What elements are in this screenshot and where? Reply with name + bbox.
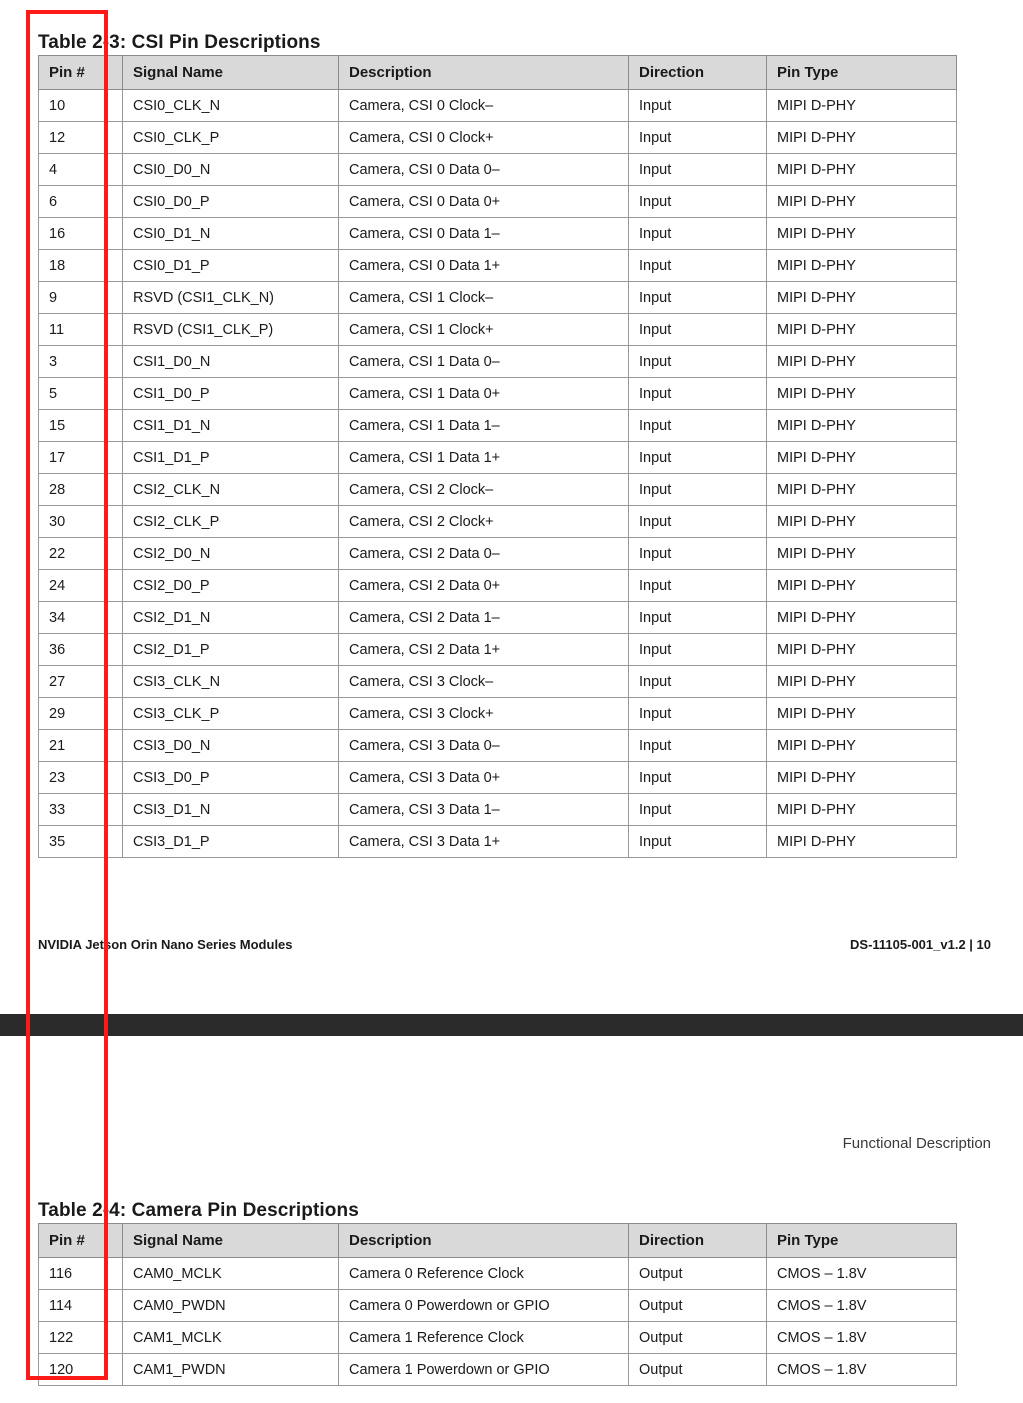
column-header-direction: Direction xyxy=(629,1224,767,1258)
cell-pin-number: 114 xyxy=(39,1290,123,1322)
cell-pin-type: MIPI D-PHY xyxy=(767,154,957,186)
cell-description: Camera 0 Reference Clock xyxy=(339,1258,629,1290)
cell-pin-type: MIPI D-PHY xyxy=(767,730,957,762)
column-header-pin: Pin # xyxy=(39,56,123,90)
table-row xyxy=(39,826,957,858)
cell-direction: Input xyxy=(629,122,767,154)
cell-direction: Input xyxy=(629,282,767,314)
table-row xyxy=(39,442,957,474)
cell-description: Camera, CSI 2 Data 1+ xyxy=(339,634,629,666)
cell-pin-number: 11 xyxy=(39,314,123,346)
cell-direction: Input xyxy=(629,762,767,794)
csi-pin-descriptions-table xyxy=(38,55,957,858)
cell-direction: Input xyxy=(629,506,767,538)
cell-signal-name: RSVD (CSI1_CLK_P) xyxy=(123,314,339,346)
cell-direction: Input xyxy=(629,794,767,826)
cell-description: Camera, CSI 0 Clock+ xyxy=(339,122,629,154)
cell-pin-type: MIPI D-PHY xyxy=(767,570,957,602)
cell-signal-name: RSVD (CSI1_CLK_N) xyxy=(123,282,339,314)
table-row xyxy=(39,1258,957,1290)
cell-pin-type: CMOS – 1.8V xyxy=(767,1290,957,1322)
cell-signal-name: CSI3_D0_N xyxy=(123,730,339,762)
cell-signal-name: CSI2_D0_P xyxy=(123,570,339,602)
cell-pin-number: 15 xyxy=(39,410,123,442)
cell-direction: Input xyxy=(629,826,767,858)
table-row xyxy=(39,794,957,826)
table-row xyxy=(39,186,957,218)
cell-direction: Input xyxy=(629,442,767,474)
cell-description: Camera, CSI 0 Data 0– xyxy=(339,154,629,186)
table-row xyxy=(39,410,957,442)
cell-direction: Input xyxy=(629,666,767,698)
column-header-signal-name: Signal Name xyxy=(123,56,339,90)
table-row xyxy=(39,378,957,410)
cell-direction: Input xyxy=(629,378,767,410)
cell-pin-number: 12 xyxy=(39,122,123,154)
cell-pin-type: MIPI D-PHY xyxy=(767,794,957,826)
table-row xyxy=(39,154,957,186)
cell-pin-number: 34 xyxy=(39,602,123,634)
cell-pin-number: 122 xyxy=(39,1322,123,1354)
cell-description: Camera, CSI 0 Clock– xyxy=(339,90,629,122)
cell-pin-number: 21 xyxy=(39,730,123,762)
cell-signal-name: CSI2_D1_N xyxy=(123,602,339,634)
table-2-4-body xyxy=(39,1258,957,1386)
table-row xyxy=(39,538,957,570)
cell-pin-type: MIPI D-PHY xyxy=(767,666,957,698)
cell-description: Camera, CSI 1 Clock– xyxy=(339,282,629,314)
page-break-separator xyxy=(0,1014,1023,1036)
cell-pin-type: MIPI D-PHY xyxy=(767,506,957,538)
cell-pin-type: MIPI D-PHY xyxy=(767,698,957,730)
cell-description: Camera 0 Powerdown or GPIO xyxy=(339,1290,629,1322)
table-header-row xyxy=(39,56,957,90)
cell-signal-name: CSI3_D1_P xyxy=(123,826,339,858)
cell-signal-name: CAM0_MCLK xyxy=(123,1258,339,1290)
cell-pin-type: MIPI D-PHY xyxy=(767,218,957,250)
cell-pin-number: 5 xyxy=(39,378,123,410)
cell-description: Camera, CSI 0 Data 0+ xyxy=(339,186,629,218)
cell-description: Camera 1 Reference Clock xyxy=(339,1322,629,1354)
cell-pin-type: MIPI D-PHY xyxy=(767,762,957,794)
cell-signal-name: CSI1_D0_P xyxy=(123,378,339,410)
cell-pin-number: 10 xyxy=(39,90,123,122)
cell-pin-type: MIPI D-PHY xyxy=(767,250,957,282)
cell-signal-name: CSI1_D0_N xyxy=(123,346,339,378)
cell-pin-number: 23 xyxy=(39,762,123,794)
cell-description: Camera, CSI 1 Data 1+ xyxy=(339,442,629,474)
table-row xyxy=(39,730,957,762)
cell-direction: Input xyxy=(629,218,767,250)
cell-pin-number: 29 xyxy=(39,698,123,730)
table-row xyxy=(39,314,957,346)
cell-description: Camera, CSI 1 Clock+ xyxy=(339,314,629,346)
column-header-signal-name: Signal Name xyxy=(123,1224,339,1258)
cell-description: Camera, CSI 3 Data 1+ xyxy=(339,826,629,858)
cell-description: Camera, CSI 1 Data 0– xyxy=(339,346,629,378)
page-footer-left: NVIDIA Jetson Orin Nano Series Modules xyxy=(38,937,293,952)
table-row xyxy=(39,218,957,250)
cell-pin-type: MIPI D-PHY xyxy=(767,314,957,346)
table-row xyxy=(39,346,957,378)
cell-description: Camera 1 Powerdown or GPIO xyxy=(339,1354,629,1386)
cell-signal-name: CSI3_CLK_N xyxy=(123,666,339,698)
cell-description: Camera, CSI 2 Data 0– xyxy=(339,538,629,570)
table-row xyxy=(39,250,957,282)
cell-direction: Input xyxy=(629,570,767,602)
cell-direction: Input xyxy=(629,186,767,218)
table-row xyxy=(39,666,957,698)
cell-signal-name: CSI0_CLK_N xyxy=(123,90,339,122)
cell-pin-number: 120 xyxy=(39,1354,123,1386)
cell-signal-name: CSI0_D0_N xyxy=(123,154,339,186)
table-row xyxy=(39,762,957,794)
table-row xyxy=(39,474,957,506)
cell-direction: Output xyxy=(629,1258,767,1290)
cell-signal-name: CSI0_D1_P xyxy=(123,250,339,282)
column-header-description: Description xyxy=(339,1224,629,1258)
column-header-pin-type: Pin Type xyxy=(767,1224,957,1258)
table-row xyxy=(39,90,957,122)
cell-description: Camera, CSI 3 Data 0– xyxy=(339,730,629,762)
cell-pin-number: 6 xyxy=(39,186,123,218)
cell-pin-type: MIPI D-PHY xyxy=(767,346,957,378)
cell-pin-type: MIPI D-PHY xyxy=(767,122,957,154)
cell-direction: Output xyxy=(629,1322,767,1354)
cell-pin-number: 30 xyxy=(39,506,123,538)
table-row xyxy=(39,1290,957,1322)
cell-signal-name: CSI0_CLK_P xyxy=(123,122,339,154)
cell-pin-number: 27 xyxy=(39,666,123,698)
cell-signal-name: CSI0_D1_N xyxy=(123,218,339,250)
cell-pin-number: 3 xyxy=(39,346,123,378)
cell-direction: Output xyxy=(629,1354,767,1386)
camera-pin-descriptions-table xyxy=(38,1223,957,1386)
table-row xyxy=(39,1354,957,1386)
table-row xyxy=(39,282,957,314)
cell-description: Camera, CSI 1 Data 0+ xyxy=(339,378,629,410)
table-row xyxy=(39,634,957,666)
cell-pin-number: 17 xyxy=(39,442,123,474)
table-row xyxy=(39,570,957,602)
cell-pin-type: MIPI D-PHY xyxy=(767,442,957,474)
cell-direction: Input xyxy=(629,730,767,762)
cell-direction: Input xyxy=(629,634,767,666)
cell-signal-name: CAM1_PWDN xyxy=(123,1354,339,1386)
cell-pin-type: MIPI D-PHY xyxy=(767,90,957,122)
cell-description: Camera, CSI 0 Data 1+ xyxy=(339,250,629,282)
cell-signal-name: CSI0_D0_P xyxy=(123,186,339,218)
cell-pin-type: CMOS – 1.8V xyxy=(767,1258,957,1290)
cell-pin-number: 116 xyxy=(39,1258,123,1290)
cell-signal-name: CSI3_D1_N xyxy=(123,794,339,826)
cell-pin-number: 33 xyxy=(39,794,123,826)
cell-signal-name: CAM0_PWDN xyxy=(123,1290,339,1322)
page-footer-right: DS-11105-001_v1.2 | 10 xyxy=(850,937,991,952)
cell-signal-name: CSI2_D1_P xyxy=(123,634,339,666)
cell-pin-number: 18 xyxy=(39,250,123,282)
column-header-direction: Direction xyxy=(629,56,767,90)
cell-pin-type: CMOS – 1.8V xyxy=(767,1322,957,1354)
cell-pin-type: MIPI D-PHY xyxy=(767,538,957,570)
cell-signal-name: CSI3_CLK_P xyxy=(123,698,339,730)
cell-description: Camera, CSI 2 Data 1– xyxy=(339,602,629,634)
cell-direction: Input xyxy=(629,154,767,186)
cell-pin-number: 4 xyxy=(39,154,123,186)
cell-signal-name: CSI1_D1_P xyxy=(123,442,339,474)
cell-pin-number: 16 xyxy=(39,218,123,250)
table-row xyxy=(39,698,957,730)
cell-direction: Input xyxy=(629,250,767,282)
cell-signal-name: CSI3_D0_P xyxy=(123,762,339,794)
cell-pin-number: 28 xyxy=(39,474,123,506)
cell-description: Camera, CSI 1 Data 1– xyxy=(339,410,629,442)
cell-direction: Input xyxy=(629,474,767,506)
cell-signal-name: CSI2_CLK_P xyxy=(123,506,339,538)
cell-direction: Output xyxy=(629,1290,767,1322)
cell-description: Camera, CSI 2 Clock– xyxy=(339,474,629,506)
table-row xyxy=(39,506,957,538)
cell-pin-type: MIPI D-PHY xyxy=(767,602,957,634)
cell-direction: Input xyxy=(629,698,767,730)
cell-pin-type: CMOS – 1.8V xyxy=(767,1354,957,1386)
cell-pin-number: 35 xyxy=(39,826,123,858)
column-header-pin-type: Pin Type xyxy=(767,56,957,90)
cell-description: Camera, CSI 3 Data 1– xyxy=(339,794,629,826)
cell-description: Camera, CSI 2 Data 0+ xyxy=(339,570,629,602)
cell-pin-number: 22 xyxy=(39,538,123,570)
cell-description: Camera, CSI 2 Clock+ xyxy=(339,506,629,538)
cell-direction: Input xyxy=(629,410,767,442)
cell-signal-name: CAM1_MCLK xyxy=(123,1322,339,1354)
column-header-description: Description xyxy=(339,56,629,90)
cell-direction: Input xyxy=(629,538,767,570)
table-row xyxy=(39,1322,957,1354)
running-header: Functional Description xyxy=(842,1135,991,1152)
table-header-row xyxy=(39,1224,957,1258)
table-row xyxy=(39,602,957,634)
cell-pin-type: MIPI D-PHY xyxy=(767,826,957,858)
cell-direction: Input xyxy=(629,602,767,634)
cell-pin-type: MIPI D-PHY xyxy=(767,186,957,218)
table-2-4-title: Table 2-4: Camera Pin Descriptions xyxy=(38,1199,359,1221)
cell-pin-number: 24 xyxy=(39,570,123,602)
cell-pin-type: MIPI D-PHY xyxy=(767,282,957,314)
table-2-3-title: Table 2-3: CSI Pin Descriptions xyxy=(38,31,321,53)
cell-direction: Input xyxy=(629,346,767,378)
cell-signal-name: CSI2_CLK_N xyxy=(123,474,339,506)
cell-signal-name: CSI2_D0_N xyxy=(123,538,339,570)
table-2-3-body xyxy=(39,90,957,858)
cell-pin-type: MIPI D-PHY xyxy=(767,634,957,666)
table-row xyxy=(39,122,957,154)
cell-description: Camera, CSI 3 Clock– xyxy=(339,666,629,698)
cell-description: Camera, CSI 3 Data 0+ xyxy=(339,762,629,794)
cell-signal-name: CSI1_D1_N xyxy=(123,410,339,442)
cell-pin-number: 36 xyxy=(39,634,123,666)
cell-direction: Input xyxy=(629,90,767,122)
cell-direction: Input xyxy=(629,314,767,346)
cell-pin-type: MIPI D-PHY xyxy=(767,378,957,410)
cell-pin-type: MIPI D-PHY xyxy=(767,474,957,506)
cell-pin-number: 9 xyxy=(39,282,123,314)
column-header-pin: Pin # xyxy=(39,1224,123,1258)
cell-pin-type: MIPI D-PHY xyxy=(767,410,957,442)
cell-description: Camera, CSI 0 Data 1– xyxy=(339,218,629,250)
cell-description: Camera, CSI 3 Clock+ xyxy=(339,698,629,730)
